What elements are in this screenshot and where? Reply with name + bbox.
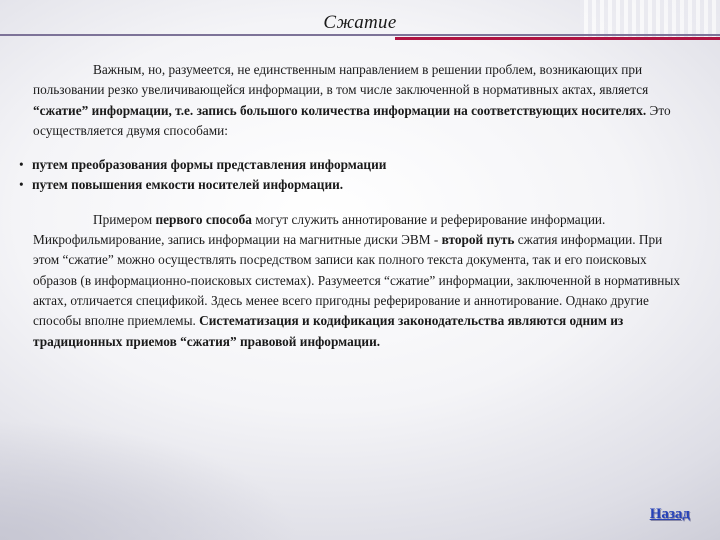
intro-text: Важным, но, разумеется, не единственным направлением в решении проблем, возникающих при пользовании резко увеличивающейся информации, в том числе заключенной в нормативных актах, является <box>33 62 649 98</box>
examples-paragraph <box>33 210 681 352</box>
bullet-marker: • <box>19 177 24 193</box>
title-underline <box>0 34 720 36</box>
list-item-text: путем повышения емкости носителей информации. <box>32 177 344 193</box>
examples-bold-2: второй путь <box>441 232 515 248</box>
examples-text-2: могут служить аннотирование и реферирование информации. Микрофильмирование, запись информации на магнитные диски ЭВМ - <box>33 211 606 248</box>
list-item-text: путем преобразования формы представления информации <box>32 157 387 173</box>
list-item <box>17 175 681 195</box>
intro-paragraph <box>33 60 681 141</box>
methods-list <box>17 155 681 196</box>
bullet-marker: • <box>19 157 24 173</box>
intro-bold-text: “сжатие” информации, т.е. запись большого количества информации на соответствующих носителях. <box>33 102 647 118</box>
intro-end-text: Это осуществляется двумя способами: <box>33 102 671 138</box>
back-link[interactable]: Назад <box>649 506 690 522</box>
list-item <box>17 155 681 175</box>
bottom-decoration <box>0 420 300 540</box>
slide-title: Сжатие <box>323 12 397 33</box>
examples-text-1: Примером <box>93 211 156 227</box>
examples-bold-3: Систематизация и кодификация законодательства являются одним из традиционных приемов “сжатия” правовой информации. <box>33 313 624 349</box>
examples-bold-1: первого способа <box>155 211 252 227</box>
slide-content <box>17 60 681 352</box>
examples-text-3: сжатия информации. При этом “сжатие” можно осуществлять посредством записи как полного текста документа, так и его поисковых образов (в информационно-поисковых системах). Разумеется “сжатие” информации, заключенной в нормативных актах, отличается спецификой. Здесь менее всего пригодны реферирование и аннотирование. Однако другие способы вполне приемлемы. <box>33 232 680 329</box>
title-accent-line <box>395 37 720 40</box>
